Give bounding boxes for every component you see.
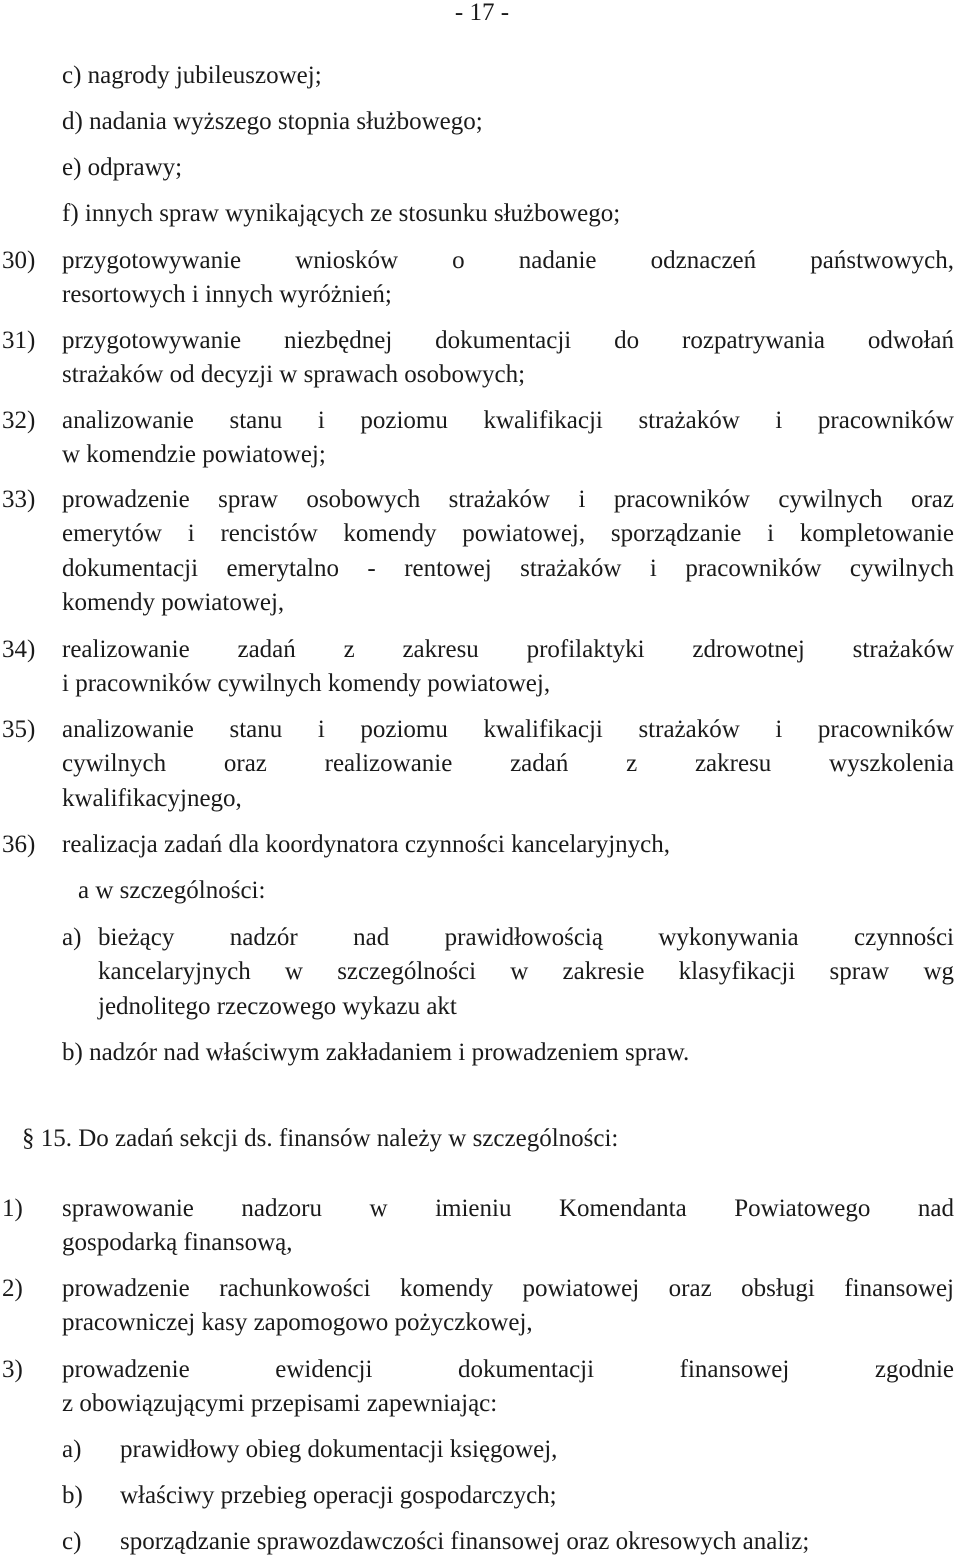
item-34-line-2: i pracowników cywilnych komendy powiatowej, (62, 670, 551, 697)
item-31-line-2: strażaków od decyzji w sprawach osobowych; (62, 361, 526, 388)
item-36-sub-a-line-3: jednolitego rzeczowego wykazu akt (98, 993, 457, 1020)
fin-item-3-sub-a: prawidłowy obieg dokumentacji księgowej, (120, 1436, 558, 1463)
fin-item-1-line-2: gospodarką finansową, (62, 1229, 293, 1256)
fin-item-number-2: 2) (2, 1275, 23, 1302)
item-33-line-2: emerytów i rencistów komendy powiatowej, sporządzanie i kompletowanie (62, 520, 954, 547)
item-33-line-4: komendy powiatowej, (62, 589, 285, 616)
fin-item-3-sub-a-number: a) (62, 1436, 82, 1463)
item-34-line-1: realizowanie zadań z zakresu profilaktyki zdrowotnej strażaków (62, 636, 954, 663)
item-31-line-1: przygotowywanie niezbędnej dokumentacji do rozpatrywania odwołań (62, 327, 954, 354)
item-number-30: 30) (2, 247, 36, 274)
item-36-sub-b: b) nadzór nad właściwym zakładaniem i prowadzeniem spraw. (62, 1039, 690, 1066)
fin-item-3-line-2: z obowiązującymi przepisami zapewniając: (62, 1390, 498, 1417)
item-number-34: 34) (2, 636, 36, 663)
fin-item-3-sub-c-number: c) (62, 1528, 82, 1555)
list-item-e: e) odprawy; (62, 154, 183, 181)
fin-item-number-1: 1) (2, 1195, 23, 1222)
item-30-line-2: resortowych i innych wyróżnień; (62, 281, 392, 308)
fin-item-1-line-1: sprawowanie nadzoru w imieniu Komendanta Powiatowego nad (62, 1195, 954, 1222)
list-item-f: f) innych spraw wynikających ze stosunku służbowego; (62, 200, 621, 227)
item-33-line-3: dokumentacji emerytalno - rentowej strażaków i pracowników cywilnych (62, 555, 954, 582)
item-35-line-1: analizowanie stanu i poziomu kwalifikacji strażaków i pracowników (62, 716, 954, 743)
fin-item-number-3: 3) (2, 1356, 23, 1383)
section-heading: § 15. Do zadań sekcji ds. finansów należy w szczególności: (22, 1125, 619, 1152)
item-36-sub-a-line-1: bieżący nadzór nad prawidłowością wykonywania czynności (98, 924, 954, 951)
fin-item-3-sub-c: sporządzanie sprawozdawczości finansowej oraz okresowych analiz; (120, 1528, 810, 1555)
item-35-line-3: kwalifikacyjnego, (62, 785, 242, 812)
item-number-32: 32) (2, 407, 36, 434)
item-36-sub-a-number: a) (62, 924, 82, 951)
item-number-31: 31) (2, 327, 36, 354)
fin-item-3-sub-b: właściwy przebieg operacji gospodarczych; (120, 1482, 557, 1509)
item-number-33: 33) (2, 486, 36, 513)
item-33-line-1: prowadzenie spraw osobowych strażaków i pracowników cywilnych oraz (62, 486, 954, 513)
item-30-line-1: przygotowywanie wniosków o nadanie odznaczeń państwowych, (62, 247, 954, 274)
item-36-line-1: realizacja zadań dla koordynatora czynności kancelaryjnych, (62, 831, 671, 858)
fin-item-3-sub-b-number: b) (62, 1482, 83, 1509)
item-number-36: 36) (2, 831, 36, 858)
item-number-35: 35) (2, 716, 36, 743)
fin-item-3-line-1: prowadzenie ewidencji dokumentacji finansowej zgodnie (62, 1356, 954, 1383)
item-32-line-2: w komendzie powiatowej; (62, 441, 326, 468)
item-36-sub-a-line-2: kancelaryjnych w szczególności w zakresie klasyfikacji spraw wg (98, 958, 954, 985)
fin-item-2-line-1: prowadzenie rachunkowości komendy powiatowej oraz obsługi finansowej (62, 1275, 954, 1302)
item-35-line-2: cywilnych oraz realizowanie zadań z zakresu wyszkolenia (62, 750, 954, 777)
fin-item-2-line-2: pracowniczej kasy zapomogowo pożyczkowej, (62, 1309, 533, 1336)
page-number: - 17 - (454, 0, 510, 26)
item-36-line-2: a w szczególności: (78, 877, 266, 904)
item-32-line-1: analizowanie stanu i poziomu kwalifikacji strażaków i pracowników (62, 407, 954, 434)
list-item-d: d) nadania wyższego stopnia służbowego; (62, 108, 483, 135)
list-item-c: c) nagrody jubileuszowej; (62, 62, 322, 89)
